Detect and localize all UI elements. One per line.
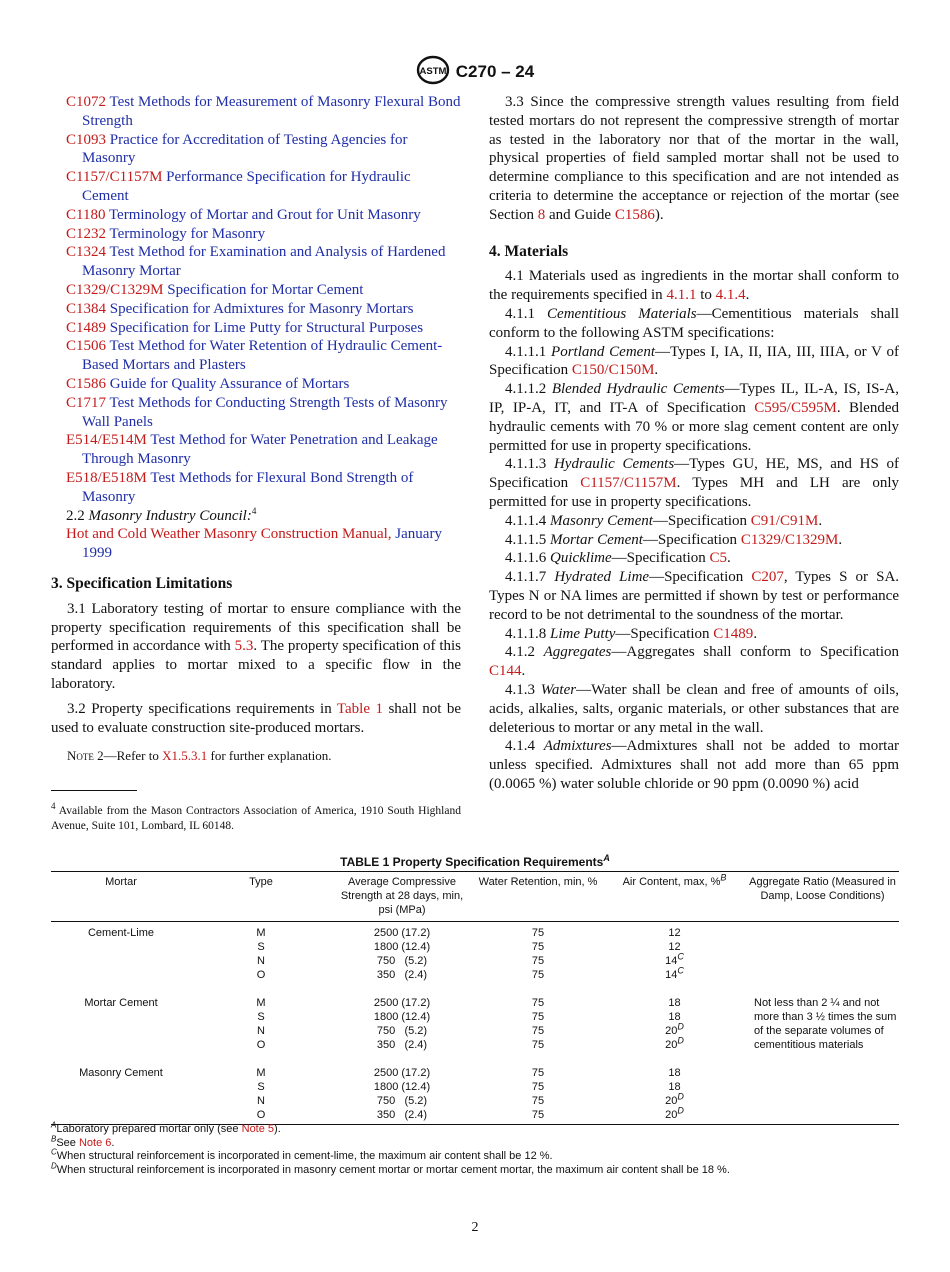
para-4-1-1-4: 4.1.1.4 Masonry Cement—Specification C91/C91M.	[505, 512, 823, 529]
reference-code[interactable]: C1157/C1157M	[66, 169, 163, 186]
section-3-heading: 3. Specification Limitations	[51, 574, 233, 592]
cell-aggregate	[746, 940, 899, 954]
reference-item[interactable]	[51, 225, 461, 244]
cell-strength: 2500 (17.2)	[373, 927, 431, 939]
cell-strength: 1800 (12.4)	[373, 1081, 431, 1093]
table-footnotes	[51, 1120, 911, 1177]
reference-code[interactable]: E518/E518M	[66, 469, 147, 486]
cell-strength: 350 (2.4)	[331, 1108, 473, 1125]
link-c207[interactable]: C207	[751, 569, 784, 586]
reference-title[interactable]: Specification for Admixtures for Masonry Mortars	[109, 300, 414, 317]
para-4-1-1-1: 4.1.1.1 Portland Cement—Types I, IA, II, IIA, III, IIIA, or V of Specification C150/C150M.	[489, 343, 899, 379]
col-header-mortar: Mortar	[51, 872, 191, 922]
cell-mortar: Cement-Lime	[87, 927, 155, 939]
reference-title[interactable]: Test Methods for Conducting Strength Tests of Masonry Wall Panels	[82, 394, 448, 430]
cell-retention: 75	[531, 927, 545, 939]
link-4-1-4[interactable]: 4.1.4	[715, 287, 746, 304]
link-c1157[interactable]: C1157/C1157M	[580, 475, 677, 492]
reference-code[interactable]: C1093	[66, 131, 107, 148]
cell-type: N	[257, 1095, 265, 1107]
cell-type: O	[191, 1108, 331, 1125]
property-specification-table	[51, 871, 899, 1125]
cell-retention: 75	[531, 997, 545, 1009]
reference-code[interactable]: E514/E514M	[66, 432, 147, 449]
cell-mortar	[51, 954, 191, 968]
link-c595[interactable]: C595/C595M	[754, 399, 837, 416]
para-4-1-1: 4.1.1 Cementitious Materials—Cementitious materials shall conform to the following ASTM specifications:	[489, 305, 899, 341]
link-c1489[interactable]: C1489	[713, 625, 754, 642]
table-row	[51, 1080, 899, 1094]
cell-mortar	[51, 1038, 191, 1062]
table-body	[51, 922, 899, 1125]
reference-item[interactable]	[51, 319, 461, 338]
reference-code[interactable]: C1384	[66, 300, 107, 317]
link-x1-5-3-1[interactable]: X1.5.3.1	[162, 748, 208, 764]
section-4-heading: 4. Materials	[489, 242, 569, 260]
cell-strength: 350 (2.4)	[376, 1039, 428, 1051]
para-3-1: 3.1 Laboratory testing of mortar to ensure compliance with the property specification requirements of this specification shall be performed in accordance with 5.3. The property specification of this standard applies to mortar mixed to a specific flow in the laboratory.	[51, 600, 462, 692]
cell-air: 18	[668, 1011, 681, 1023]
cell-air: $20^D$	[665, 1091, 684, 1107]
svg-text:ASTM: ASTM	[419, 66, 447, 77]
link-5-3[interactable]: 5.3	[234, 638, 254, 655]
cell-strength: 2500 (17.2)	[373, 1067, 431, 1079]
reference-item[interactable]	[51, 168, 461, 206]
note-2: Note 2—Refer to X1.5.3.1 for further explanation.	[67, 748, 332, 764]
cell-mortar	[51, 1024, 191, 1038]
reference-code[interactable]: C1489	[66, 319, 107, 336]
para-4-1-1-6: 4.1.1.6 Quicklime—Specification C5.	[505, 550, 731, 567]
cell-type: O	[256, 969, 266, 981]
col-header-retention: Water Retention, min, %	[473, 872, 603, 922]
reference-title[interactable]: Practice for Accreditation of Testing Agencies for Masonry	[82, 131, 408, 167]
cell-mortar	[51, 1094, 191, 1108]
cell-retention: 75	[531, 1095, 545, 1107]
reference-code[interactable]: C1329/C1329M	[66, 281, 164, 298]
cell-strength: 750 (5.2)	[376, 955, 428, 967]
cell-mortar: Mortar Cement	[84, 997, 158, 1009]
reference-item[interactable]	[51, 394, 461, 432]
cell-retention: 75	[531, 1081, 545, 1093]
reference-title[interactable]: Test Method for Examination and Analysis of Hardened Masonry Mortar	[82, 244, 446, 280]
reference-item[interactable]	[51, 337, 461, 375]
mic-reference[interactable]: Hot and Cold Weather Masonry Construction Manual, January 1999	[66, 526, 442, 562]
link-c1329[interactable]: C1329/C1329M	[740, 531, 839, 548]
page-number: 2	[471, 1220, 479, 1235]
cell-air: 18	[668, 997, 681, 1009]
para-4-1: 4.1 Materials used as ingredients in the mortar shall conform to the requirements specified in 4.1.1 to 4.1.4.	[489, 268, 899, 304]
table-1-title: TABLE 1 Property Specification Requirements$^A$	[340, 853, 610, 869]
reference-title[interactable]: Terminology of Mortar and Grout for Unit Masonry	[108, 206, 421, 223]
cell-aggregate	[746, 1080, 899, 1094]
cell-air: $14^C$	[665, 951, 684, 967]
reference-title[interactable]: Test Method for Water Retention of Hydraulic Cement-Based Mortars and Plasters	[82, 338, 443, 374]
cell-type: M	[256, 927, 266, 939]
cell-aggregate	[746, 1094, 899, 1108]
para-4-1-3: 4.1.3 Water—Water shall be clean and free of amounts of oils, acids, alkalies, salts, organic materials, or other substances that are deleterious to mortar or any metal in the wall.	[489, 681, 899, 736]
cell-air: 18	[668, 1081, 681, 1093]
cell-air: $14^C$	[665, 965, 684, 981]
para-4-1-1-5: 4.1.1.5 Mortar Cement—Specification C1329/C1329M.	[505, 531, 843, 548]
link-c1586[interactable]: C1586	[614, 206, 655, 223]
table-row	[51, 968, 899, 992]
link-note-6[interactable]: Note 6	[78, 1136, 112, 1149]
table-row	[51, 940, 899, 954]
para-3-3: 3.3 Since the compressive strength values resulting from field tested mortars do not represent the compressive strength of mortar as tested in the laboratory nor that of the mortar in the wall, physical properties of field sampled mortar shall not be used to determine compliance to this specification and are not intended as criteria to determine the acceptance or rejection of the mortar (see Section 8 and Guide C1586).	[489, 94, 899, 223]
col-header-strength: Average Compressive Strength at 28 days, min, psi (MPa)	[331, 872, 473, 922]
cell-type: M	[256, 1067, 266, 1079]
reference-list	[51, 93, 461, 507]
cell-air: $20^D$	[665, 1035, 684, 1051]
cell-type: O	[256, 1039, 266, 1051]
cell-mortar	[51, 1080, 191, 1094]
link-c5[interactable]: C5	[709, 550, 728, 567]
para-4-1-1-2: 4.1.1.2 Blended Hydraulic Cements—Types IL, IL-A, IS, IS-A, IP, IP-A, IT, and IT-A of Specification C595/C595M. Blended hydraulic cements with 70 % or more slag cement content are only permitted for use in property specifications.	[489, 381, 900, 454]
table-footnote-d: $^D$When structural reinforcement is incorporated in masonry cement mortar or mortar cement mortar, the maximum air content shall be 18 %.	[51, 1160, 730, 1176]
cell-retention: 75	[531, 941, 545, 953]
right-column	[489, 93, 899, 794]
reference-code[interactable]: C1717	[66, 394, 107, 411]
reference-title[interactable]: Test Methods for Measurement of Masonry Flexural Bond Strength	[82, 94, 461, 129]
reference-title[interactable]: Specification for Mortar Cement	[167, 281, 364, 298]
cell-mortar	[51, 968, 191, 992]
table-row	[51, 992, 899, 1010]
cell-air: 12	[668, 941, 681, 953]
cell-retention: 75	[531, 1067, 545, 1079]
cell-retention: 75	[531, 1011, 545, 1023]
para-4-1-1-8: 4.1.1.8 Lime Putty—Specification C1489.	[505, 625, 758, 642]
cell-strength: 2500 (17.2)	[373, 997, 431, 1009]
cell-strength: 750 (5.2)	[376, 1095, 428, 1107]
reference-item[interactable]	[51, 281, 461, 300]
reference-title[interactable]: Performance Specification for Hydraulic Cement	[82, 169, 411, 204]
cell-air: 18	[668, 1067, 681, 1079]
link-section-8[interactable]: 8	[537, 206, 546, 223]
para-3-2: 3.2 Property specifications requirements in Table 1 shall not be used to evaluate construction site-produced mortars.	[51, 700, 462, 736]
reference-title[interactable]: Test Method for Water Penetration and Leakage Through Masonry	[82, 432, 438, 468]
para-4-1-4: 4.1.4 Admixtures—Admixtures shall not be added to mortar unless specified. Admixtures shall not add more than 65 ppm (0.0065 %) water soluble chloride or 90 ppm (0.0090 %) acid	[489, 738, 900, 792]
cell-type: S	[257, 941, 265, 953]
cell-retention: 75	[473, 1108, 603, 1125]
cell-strength: 750 (5.2)	[376, 1025, 428, 1037]
reference-item[interactable]	[51, 469, 461, 507]
cell-type: M	[256, 997, 266, 1009]
link-4-1-1[interactable]: 4.1.1	[666, 287, 697, 304]
cell-aggregate	[746, 968, 899, 992]
link-table-1[interactable]: Table 1	[336, 700, 383, 717]
reference-title[interactable]: Specification for Lime Putty for Structural Purposes	[109, 319, 424, 336]
left-column	[51, 93, 461, 766]
cell-air: 12	[668, 927, 681, 939]
para-4-1-1-3: 4.1.1.3 Hydraulic Cements—Types GU, HE, MS, and HS of Specification C1157/C1157M. Types MH and LH are only permitted for use in property specifications.	[489, 456, 900, 510]
reference-item[interactable]	[51, 431, 461, 469]
para-4-1-1-7: 4.1.1.7 Hydrated Lime—Specification C207, Types S or SA. Types N or NA limes are permitted if shown by test or performance record to be not detrimental to the soundness of the mortar.	[489, 569, 900, 623]
reference-title[interactable]: Guide for Quality Assurance of Mortars	[109, 375, 350, 392]
cell-air: $20^D$	[665, 1021, 684, 1037]
cell-retention: 75	[531, 1025, 545, 1037]
page-header	[0, 55, 950, 85]
reference-title[interactable]: Test Methods for Flexural Bond Strength of Masonry	[82, 469, 414, 505]
reference-item[interactable]	[51, 375, 461, 394]
cell-type: N	[257, 955, 265, 967]
cell-type: S	[257, 1081, 265, 1093]
reference-title[interactable]: Terminology for Masonry	[109, 225, 266, 242]
cell-aggregate-ratio: Not less than 2 ¼ and not more than 3 ½ times the sum of the separate volumes of cementitious materials	[754, 997, 897, 1051]
cell-air: $20^D$	[603, 1108, 746, 1125]
cell-retention: 75	[531, 969, 545, 981]
reference-item[interactable]	[51, 131, 461, 169]
cell-mortar	[51, 1010, 191, 1024]
footnote-rule	[51, 790, 137, 791]
table-footnote-c: $^C$When structural reinforcement is incorporated in cement-lime, the maximum air content shall be 12 %.	[51, 1147, 553, 1162]
reference-code[interactable]: C1506	[66, 338, 107, 355]
reference-item[interactable]	[51, 206, 461, 225]
table-footnote-a: $^A$Laboratory prepared mortar only (see Note 5).	[51, 1120, 281, 1135]
section-2-2: 2.2 Masonry Industry Council:$^4$	[66, 505, 257, 524]
cell-type: N	[257, 1025, 265, 1037]
para-4-1-2: 4.1.2 Aggregates—Aggregates shall conform to Specification C144.	[489, 644, 899, 680]
link-c150[interactable]: C150/C150M	[571, 362, 655, 379]
reference-code[interactable]: C1232	[66, 225, 107, 242]
cell-aggregate	[746, 954, 899, 968]
reference-code[interactable]: C1180	[66, 206, 106, 223]
col-header-type: Type	[191, 872, 331, 922]
cell-retention: 75	[531, 1039, 545, 1051]
cell-mortar: Masonry Cement	[79, 1067, 163, 1079]
table-row	[51, 1094, 899, 1108]
table-footnote-b: $^B$See Note 6.	[51, 1133, 115, 1149]
cell-retention: 75	[531, 955, 545, 967]
astm-logo-icon	[416, 55, 450, 85]
table-row	[51, 954, 899, 968]
designation: C270 – 24	[455, 62, 535, 81]
reference-code[interactable]: C1586	[66, 375, 107, 392]
link-c91[interactable]: C91/C91M	[750, 512, 819, 529]
reference-code[interactable]: C1324	[66, 244, 107, 261]
cell-mortar	[51, 940, 191, 954]
reference-item[interactable]	[51, 243, 461, 281]
link-c144[interactable]: C144	[489, 663, 522, 680]
cell-strength: 1800 (12.4)	[373, 1011, 431, 1023]
col-header-air: Air Content, max, %$^B$	[603, 872, 746, 922]
cell-strength: 1800 (12.4)	[373, 941, 431, 953]
cell-aggregate	[746, 922, 899, 941]
reference-code[interactable]: C1072	[66, 94, 107, 110]
footnote-4: $^4$ Available from the Mason Contractors Association of America, 1910 South Highland Avenue, Suite 101, Lombard, IL 60148.	[51, 801, 461, 832]
cell-strength: 350 (2.4)	[376, 969, 428, 981]
cell-type: S	[257, 1011, 265, 1023]
col-header-aggregate: Aggregate Ratio (Measured in Damp, Loose Conditions)	[746, 872, 899, 922]
reference-item[interactable]	[51, 93, 461, 131]
reference-item[interactable]	[51, 300, 461, 319]
link-note-5[interactable]: Note 5	[241, 1123, 275, 1135]
table-row	[51, 922, 899, 941]
